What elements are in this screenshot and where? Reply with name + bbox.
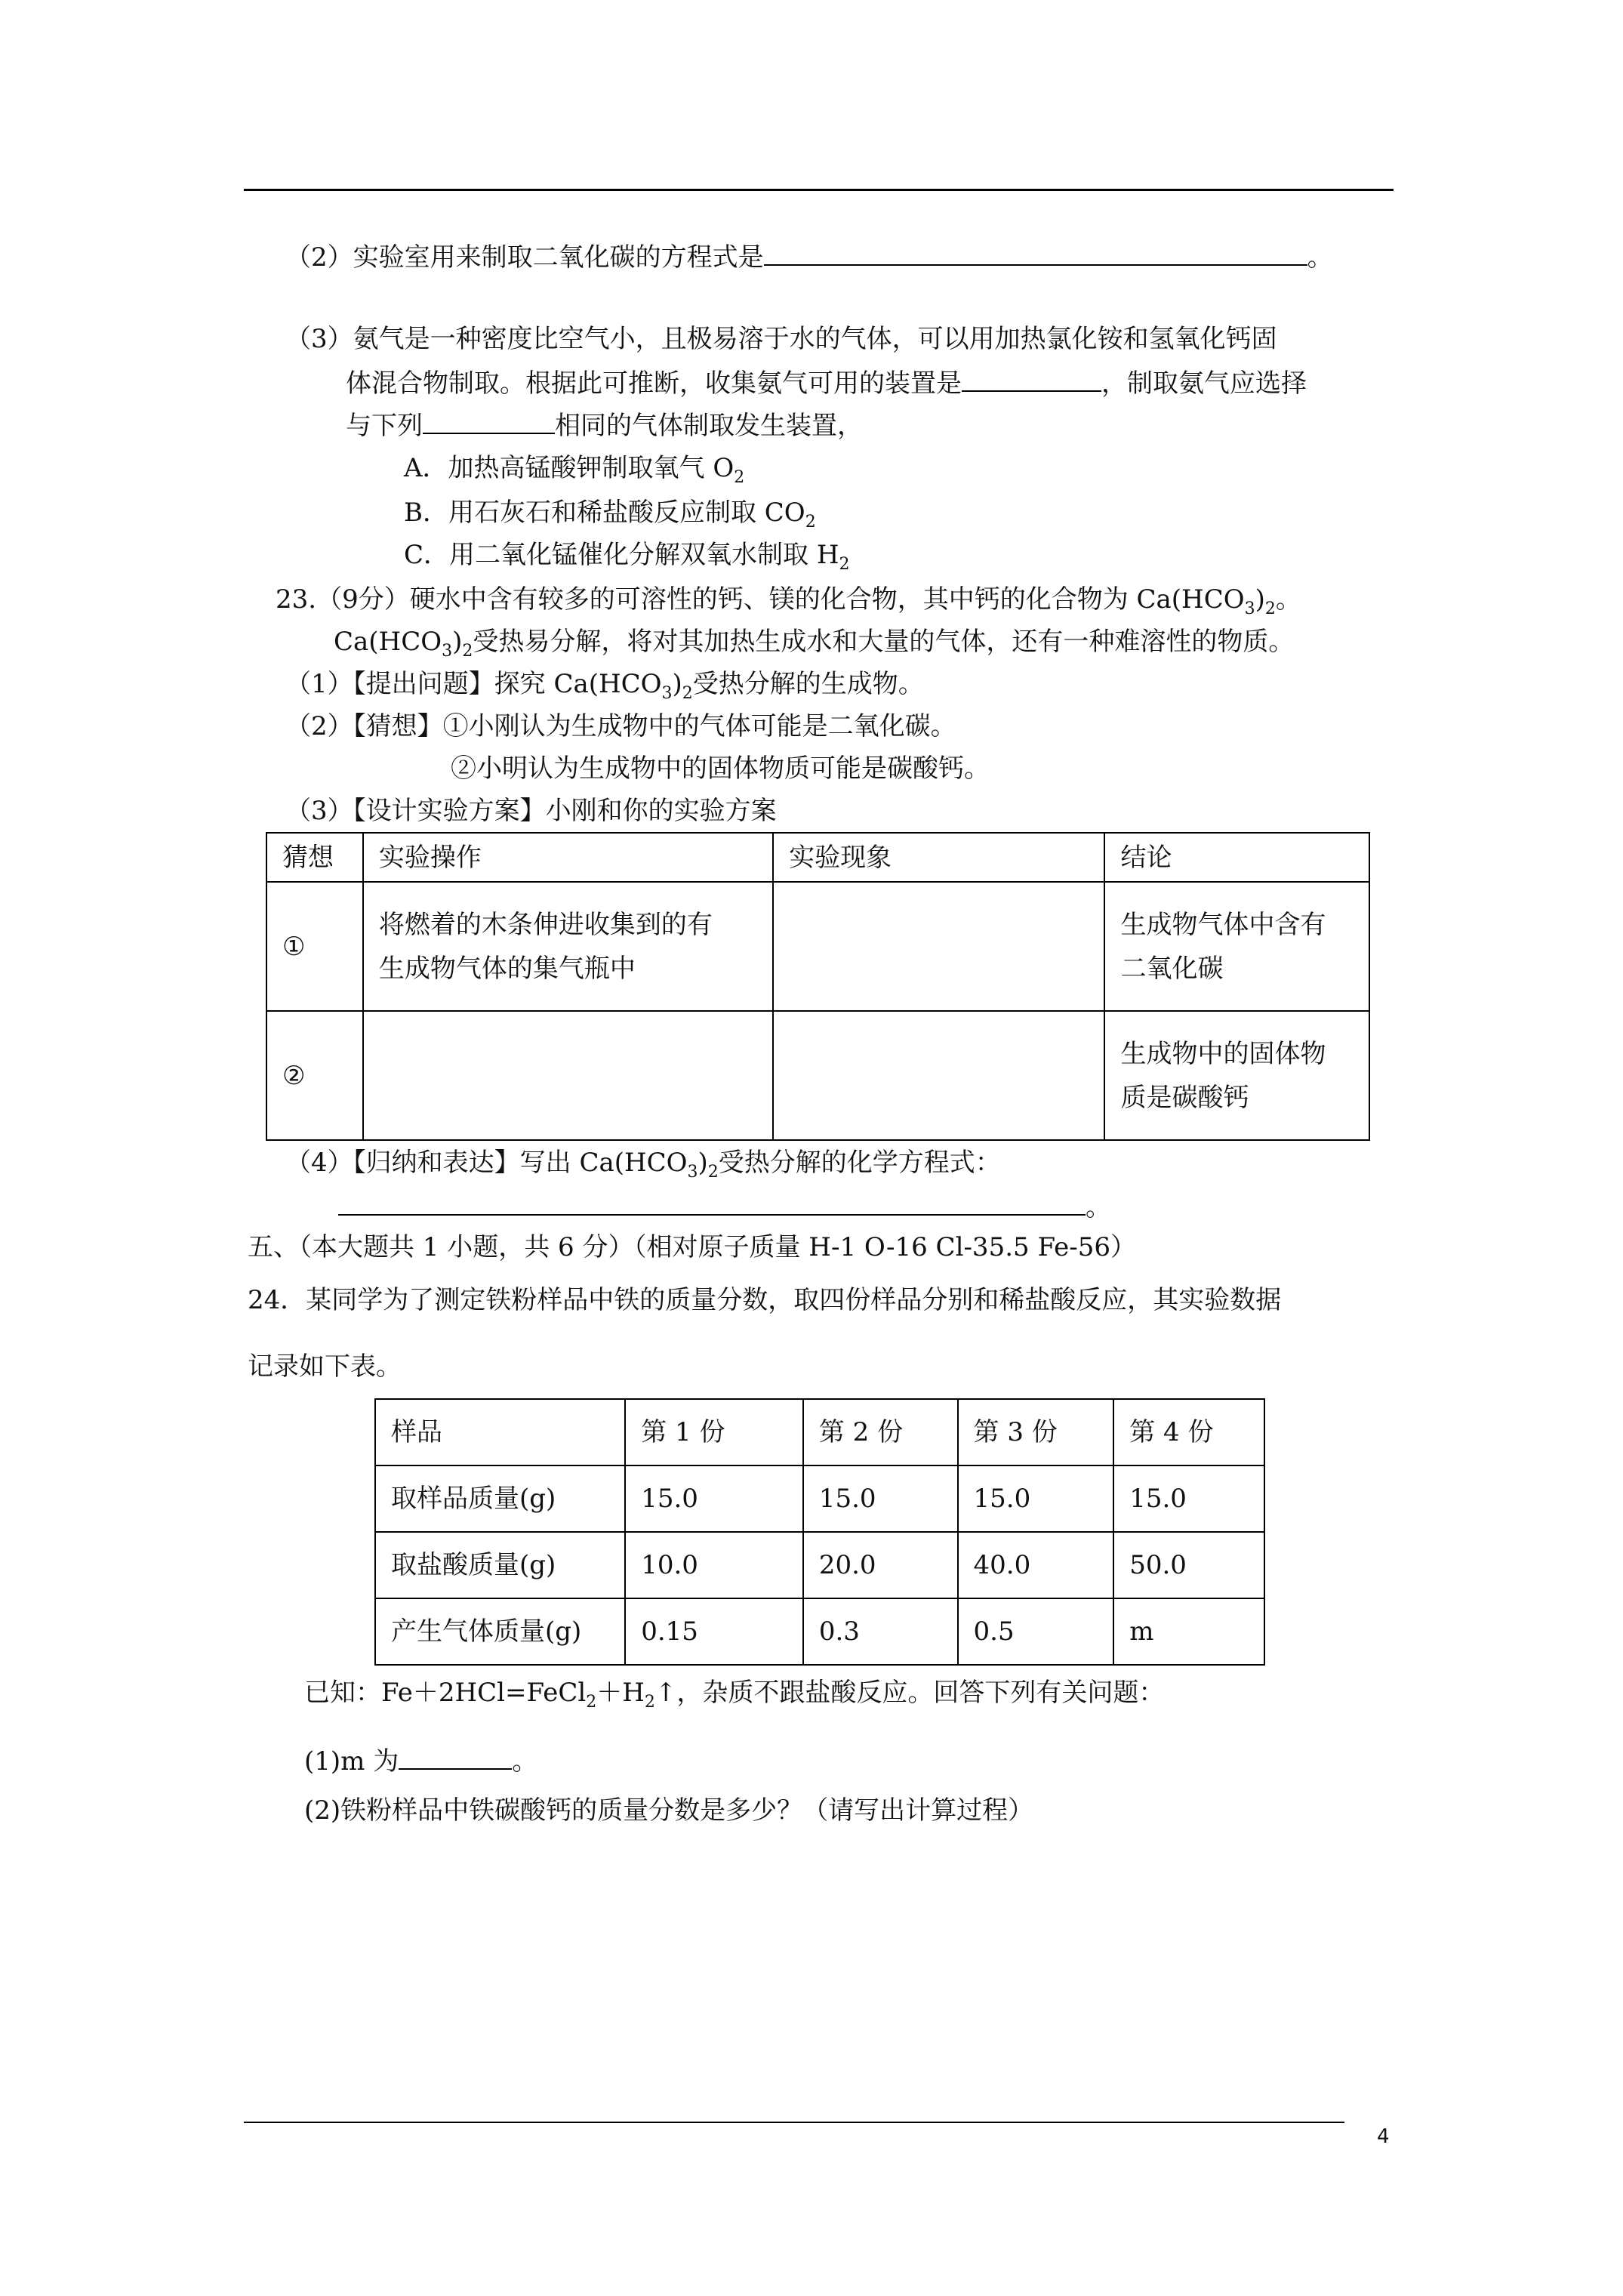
table-header: 样品 — [375, 1399, 625, 1465]
table-header: 第 4 份 — [1113, 1399, 1264, 1465]
table-cell: m — [1113, 1598, 1264, 1665]
table-cell: 50.0 — [1113, 1532, 1264, 1598]
table-header: 结论 — [1104, 833, 1369, 882]
table-cell: 取盐酸质量(g) — [375, 1532, 625, 1598]
q22-option-b: B．用石灰石和稀盐酸反应制取 $CO_2$ — [404, 498, 816, 532]
table-cell: 生成物气体中含有 二氧化碳 — [1104, 882, 1369, 1011]
experiment-plan-table — [266, 832, 1370, 1141]
footer-rule — [244, 2122, 1344, 2123]
q23-step4: （4）【归纳和表达】写出 $Ca(HCO_3)_2$受热分解的化学方程式： — [285, 1148, 1001, 1182]
table-cell: 生成物中的固体物 质是碳酸钙 — [1104, 1011, 1369, 1140]
answer-blank — [764, 239, 1307, 266]
q24-stem-line2: 记录如下表。 — [248, 1351, 402, 1382]
table-cell: 0.3 — [803, 1598, 958, 1665]
q23-step3: （3）【设计实验方案】小刚和你的实验方案 — [285, 796, 777, 826]
q23-stem-line1: 23.（9分）硬水中含有较多的可溶性的钙、镁的化合物，其中钙的化合物为 $Ca(HCO_3)_2$。 — [276, 584, 1301, 618]
table-row — [375, 1465, 1264, 1532]
table-cell: 0.5 — [958, 1598, 1114, 1665]
table-row — [266, 1011, 1369, 1140]
table-header: 猜想 — [266, 833, 363, 882]
table-header: 第 3 份 — [958, 1399, 1114, 1465]
table-cell: 将燃着的木条伸进收集到的有 生成物气体的集气瓶中 — [363, 882, 773, 1011]
table-cell: 15.0 — [803, 1465, 958, 1532]
table-cell: 40.0 — [958, 1532, 1114, 1598]
q22-option-c: C．用二氧化锰催化分解双氧水制取 $H_2$ — [404, 540, 850, 574]
q24-known-equation: 已知：$Fe+2HCl=FeCl_2+H_2↑$，杂质不跟盐酸反应。回答下列有关问题： — [304, 1678, 1165, 1712]
q24-stem-line1: 24．某同学为了测定铁粉样品中铁的质量分数，取四份样品分别和稀盐酸反应，其实验数据 — [248, 1285, 1282, 1315]
table-cell — [773, 1011, 1104, 1140]
q22-part2: （2）实验室用来制取二氧化碳的方程式是 。 — [285, 239, 1333, 274]
answer-blank — [399, 1743, 512, 1770]
table-cell: 15.0 — [958, 1465, 1114, 1532]
table-cell: 20.0 — [803, 1532, 958, 1598]
table-row — [266, 882, 1369, 1011]
table-row — [375, 1598, 1264, 1665]
table-header: 第 1 份 — [625, 1399, 803, 1465]
table-cell: 15.0 — [625, 1465, 803, 1532]
table-cell: ① — [266, 882, 363, 1011]
table-cell: 15.0 — [1113, 1465, 1264, 1532]
table-cell: 取样品质量(g) — [375, 1465, 625, 1532]
page-number: 4 — [1377, 2125, 1390, 2148]
table-header: 实验现象 — [773, 833, 1104, 882]
q22-part3-line1: （3）氨气是一种密度比空气小，且极易溶于水的气体，可以用加热氯化铵和氢氧化钙固 — [285, 324, 1277, 354]
table-cell: ② — [266, 1011, 363, 1140]
q24-part2: (2)铁粉样品中铁碳酸钙的质量分数是多少？（请写出计算过程） — [304, 1795, 1034, 1826]
q24-part1: (1)m 为 。 — [304, 1743, 537, 1778]
table-cell: 产生气体质量(g) — [375, 1598, 625, 1665]
table-cell: 0.15 — [625, 1598, 803, 1665]
q22-part3-line3: 与下列 相同的气体制取发生装置， — [346, 407, 863, 442]
header-rule — [244, 189, 1394, 191]
table-cell — [773, 882, 1104, 1011]
q23-step2a: （2）【猜想】①小刚认为生成物中的气体可能是二氧化碳。 — [285, 711, 956, 741]
answer-blank — [338, 1188, 1086, 1216]
section-five-heading: 五、（本大题共 1 小题，共 6 分）（相对原子质量 H-1 O-16 Cl-35.5 Fe-56） — [248, 1232, 1137, 1262]
q23-step4-answer: 。 — [338, 1188, 1111, 1224]
table-row — [375, 1399, 1264, 1465]
sample-data-table — [374, 1398, 1265, 1666]
q22-part3-line2: 体混合物制取。根据此可推断，收集氨气可用的装置是 ，制取氨气应选择 — [346, 365, 1307, 400]
answer-blank — [423, 407, 555, 434]
table-cell — [363, 1011, 773, 1140]
q22-option-a: A．加热高锰酸钾制取氧气 $O_2$ — [404, 453, 745, 487]
q23-stem-line2: $Ca(HCO_3)_2$受热易分解，将对其加热生成水和大量的气体，还有一种难溶性的物质。 — [334, 627, 1295, 661]
table-row — [375, 1532, 1264, 1598]
table-cell: 10.0 — [625, 1532, 803, 1598]
q23-step2b: ②小明认为生成物中的固体物质可能是碳酸钙。 — [451, 754, 990, 784]
table-header: 实验操作 — [363, 833, 773, 882]
table-header: 第 2 份 — [803, 1399, 958, 1465]
table-row — [266, 833, 1369, 882]
q23-step1: （1）【提出问题】探究 $Ca(HCO_3)_2$受热分解的生成物。 — [285, 669, 924, 703]
answer-blank — [962, 365, 1101, 392]
